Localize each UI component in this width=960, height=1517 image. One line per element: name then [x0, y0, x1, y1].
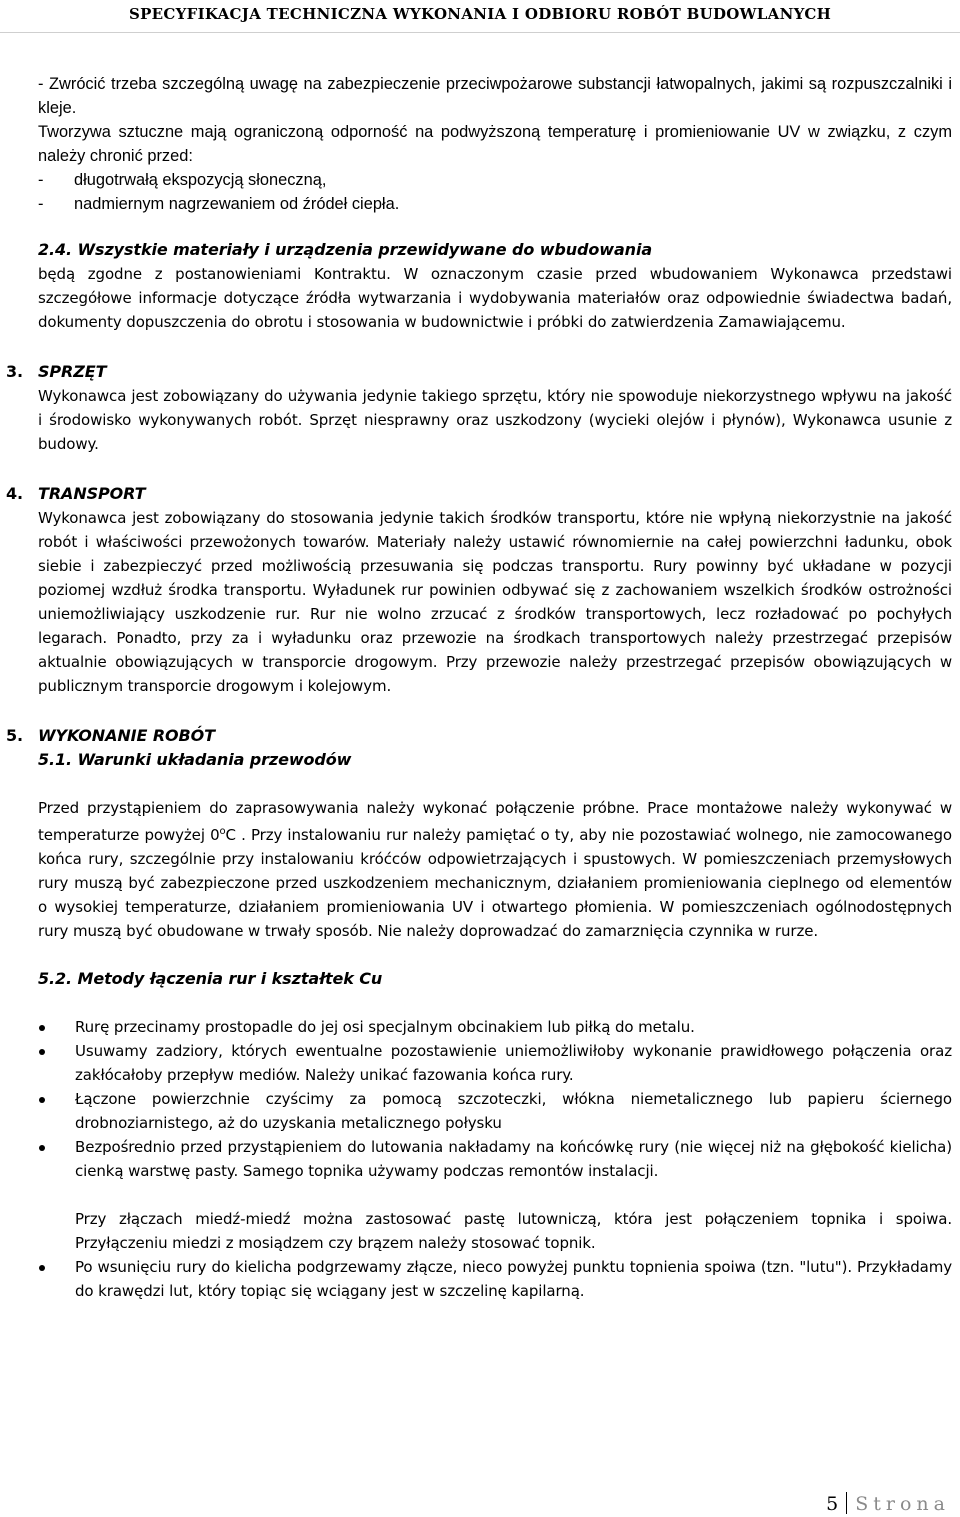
intro-fire-note: - Zwrócić trzeba szczególną uwagę na zabezpieczenie przeciwpożarowe substancji łatwopalnych, jakimi są rozpuszczalniki i kleje. [38, 75, 952, 117]
section-4-text: Wykonawca jest zobowiązany do stosowania jedynie takich środków transportu, które nie wpłyną niekorzystnie na jakość robót i właściwości przewożonych towarów. Materiały należy ustawić równomiernie na całej powierzchni ładunku, obok siebie i zabezpieczyć przed możliwością przesuwania się podczas transportu. Rury powinny być układane w pozycji poziomej wzdłuż środka transportu. Wyładunek rur powinien odbywać się z zachowaniem wszelkich środków ostrożności uniemożliwiający uszkodzenie rur. Rur nie wolno zrzucać z środków transportowych, lecz rozładować po pochyłych legarach. Ponadto, przy za i wyładunku oraz przewozie na środkach transportowych należy przestrzegać przepisów aktualnie obowiązujących w transporcie drogowym. Przy przewozie należy przestrzegać przepisów obowiązujących w publicznym transporcie drogowym i kolejowym. [38, 509, 952, 695]
section-3-heading [6, 360, 952, 384]
list-item: Usuwamy zadziory, których ewentualne pozostawienie uniemożliwiłoby wykonanie prawidłowego połączenia oraz zakłócałoby przepływ mediów. Należy unikać fazowania końca rury. [38, 1039, 952, 1087]
page-footer [826, 1492, 950, 1515]
subsection-5-1-text-a: Przed przystąpieniem do zaprasowywania należy wykonać połączenie próbne. Prace montażowe należy wykonywać w temperaturze powyżej 0 [38, 799, 952, 844]
intro-block [38, 72, 952, 216]
section-4-heading [6, 482, 952, 506]
page-label: Strona [855, 1493, 950, 1515]
section-3-text: Wykonawca jest zobowiązany do używania jedynie takiego sprzętu, który nie spowoduje niekorzystnego wpływu na jakość i środowisko wykonywanych robót. Sprzęt niesprawny oraz uszkodzony (wycieki olejów i płynów), Wykonawca usunie z budowy. [38, 387, 952, 453]
section-4 [6, 482, 952, 698]
section-title: WYKONANIE ROBÓT [38, 726, 215, 745]
section-title: TRANSPORT [38, 484, 146, 503]
paste-note: Przy złączach miedź-miedź można zastosować pastę lutowniczą, która jest połączeniem topnika i spoiwa. Przyłączeniu miedzi z mosiądzem czy brązem należy stosować topnik. [75, 1210, 952, 1252]
subsection-5-1-heading: 5.1. Warunki układania przewodów [38, 750, 352, 769]
section-3 [6, 360, 952, 456]
page-number: 5 [826, 1493, 839, 1515]
bullet-list-2 [38, 1255, 952, 1303]
subsection-5-1-text-b: C . Przy instalowaniu rur należy pamiętać o ty, aby nie pozostawiać wolnego, nie zamocowanego końca rury, szczególnie przy instalowaniu króćców odpowietrzających i spustowych. W pomieszczeniach przemysłowych rury muszą być zabezpieczone przed uszkodzeniem mechanicznym, działaniem promieniowania cieplnego od elementów o wysokiej temperaturze, działaniem promieniowania UV i otwartego płomienia. W pomieszczeniach ogólnodostępnych rury muszą być obudowane w trwały sposób. Nie należy doprowadzać do zamarznięcia czynnika w rurze. [38, 826, 952, 940]
dash-item-text: długotrwałą ekspozycją słoneczną, [74, 171, 327, 189]
section-5-heading [6, 724, 952, 748]
section-title: SPRZĘT [38, 362, 107, 381]
section-number: 5. [6, 726, 24, 745]
list-item: Po wsunięciu rury do kielicha podgrzewamy złącze, nieco powyżej punktu topnienia spoiwa (tzn. "lutu"). Przykładamy do krawędzi lut, który topiąc się wciągany jest w szczelinę kapilarną. [38, 1255, 952, 1303]
page-content [6, 72, 952, 1303]
bullet-list [38, 1015, 952, 1183]
section-2-4-text: będą zgodne z postanowieniami Kontraktu. W oznaczonym czasie przed wbudowaniem Wykonawca przedstawi szczegółowe informacje dotyczące źródła wytwarzania i wydobywania materiałów oraz odpowiednie świadectwa badań, dokumenty dopuszczenia do obrotu i stosowania w budownictwie i próbki do zatwierdzenia Zamawiającemu. [38, 265, 952, 331]
subsection-5-2-heading: 5.2. Metody łączenia rur i kształtek Cu [38, 969, 383, 988]
dash-item-text: nadmiernym nagrzewaniem od źródeł ciepła. [74, 195, 400, 213]
subsection-5-1-text [38, 796, 952, 943]
section-2-4-heading: 2.4. Wszystkie materiały i urządzenia przewidywane do wbudowania [38, 240, 653, 259]
list-item: Łączone powierzchnie czyścimy za pomocą szczoteczki, włókna niemetalicznego lub papieru ściernego drobnoziarnistego, aż do uzyskania metalicznego połysku [38, 1087, 952, 1135]
section-2-4 [38, 238, 952, 334]
header-title: SPECYFIKACJA TECHNICZNA WYKONANIA I ODBIORU ROBÓT BUDOWLANYCH [128, 5, 832, 23]
footer-divider [846, 1492, 847, 1514]
section-5 [6, 724, 952, 1303]
degree-sup: o [219, 826, 226, 837]
section-number: 4. [6, 484, 24, 503]
dash-marker: - [38, 195, 44, 213]
list-item: Rurę przecinamy prostopadle do jej osi specjalnym obcinakiem lub piłką do metalu. [38, 1015, 952, 1039]
list-item: Bezpośrednio przed przystąpieniem do lutowania nakładamy na końcówkę rury (nie więcej niż na głębokość kielicha) cienką warstwę pasty. Samego topnika używamy podczas remontów instalacji. [38, 1135, 952, 1183]
dash-marker: - [38, 171, 44, 189]
section-number: 3. [6, 362, 24, 381]
document-header [0, 0, 960, 33]
dash-item [38, 168, 952, 192]
dash-item [38, 192, 952, 216]
intro-plastics-note: Tworzywa sztuczne mają ograniczoną odporność na podwyższoną temperaturę i promieniowanie UV w związku, z czym należy chronić przed: [38, 123, 952, 165]
